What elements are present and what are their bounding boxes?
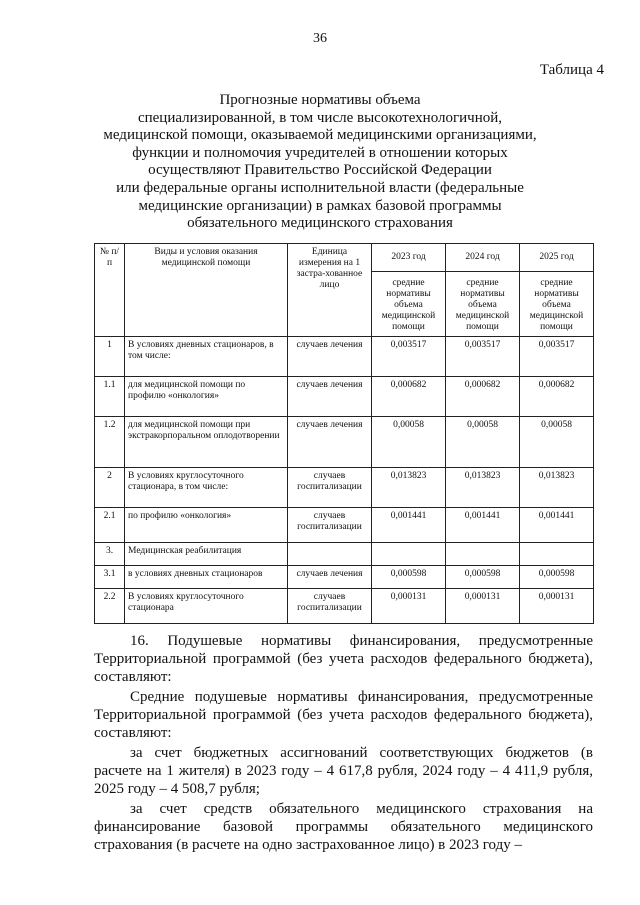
row-type: В условиях дневных стационаров, в том числе: <box>125 337 288 377</box>
row-2023: 0,000131 <box>372 589 446 624</box>
title-line: специализированной, в том числе высокотехнологичной, <box>137 109 503 126</box>
row-type: В условиях круглосуточного стационара, в том числе: <box>125 468 288 508</box>
row-2023: 0,013823 <box>372 468 446 508</box>
subheader-2025: средние нормативы объема медицинской помощи <box>520 272 594 337</box>
row-2024: 0,00058 <box>446 417 520 468</box>
title-line: обязательного медицинского страхования <box>187 215 453 232</box>
row-num: 1.1 <box>95 377 125 417</box>
row-2023: 0,003517 <box>372 337 446 377</box>
row-2024: 0,000131 <box>446 589 520 624</box>
row-unit: случаев лечения <box>288 337 372 377</box>
title-line: или федеральные органы исполнительной власти (федеральные <box>116 179 524 196</box>
row-num: 1 <box>95 337 125 377</box>
header-unit: Единица измерения на 1 застра-хованное лицо <box>288 244 372 337</box>
row-num: 3.1 <box>95 566 125 589</box>
table-row <box>95 468 594 508</box>
body-text <box>94 632 593 854</box>
subheader-2023: средние нормативы объема медицинской помощи <box>372 272 446 337</box>
page-number: 36 <box>313 31 327 46</box>
row-2024: 0,013823 <box>446 468 520 508</box>
row-num: 2 <box>95 468 125 508</box>
row-type: Медицинская реабилитация <box>125 543 288 566</box>
table-header-row <box>95 244 594 272</box>
row-type: в условиях дневных стационаров <box>125 566 288 589</box>
row-2025: 0,000131 <box>520 589 594 624</box>
table-row <box>95 417 594 468</box>
row-2024: 0,000598 <box>446 566 520 589</box>
row-2023: 0,000598 <box>372 566 446 589</box>
row-unit <box>288 543 372 566</box>
row-2025: 0,001441 <box>520 508 594 543</box>
header-type: Виды и условия оказания медицинской помощи <box>125 244 288 337</box>
subheader-2024: средние нормативы объема медицинской помощи <box>446 272 520 337</box>
paragraph-oms: за счет средств обязательного медицинского страхования на финансирование базовой программы обязательного медицинского страхования (в расчете на одно застрахованное лицо) в 2023 году – <box>94 801 593 853</box>
row-type: по профилю «онкология» <box>125 508 288 543</box>
row-2023 <box>372 543 446 566</box>
row-unit: случаев госпитализации <box>288 589 372 624</box>
row-2024 <box>446 543 520 566</box>
row-2025: 0,00058 <box>520 417 594 468</box>
header-2023: 2023 год <box>372 244 446 272</box>
header-2024: 2024 год <box>446 244 520 272</box>
row-2025: 0,013823 <box>520 468 594 508</box>
row-2023: 0,00058 <box>372 417 446 468</box>
paragraph-16: 16. Подушевые нормативы финансирования, предусмотренные Территориальной программой (без учета расходов федерального бюджета), составляют: <box>94 633 593 685</box>
table-row <box>95 566 594 589</box>
row-2025: 0,003517 <box>520 337 594 377</box>
table-row <box>95 377 594 417</box>
row-num: 2.2 <box>95 589 125 624</box>
title-line: осуществляют Правительство Российской Федерации <box>148 162 492 179</box>
row-2025: 0,000682 <box>520 377 594 417</box>
norms-table <box>94 243 594 624</box>
table-title <box>80 92 560 233</box>
row-2023: 0,000682 <box>372 377 446 417</box>
row-type: В условиях круглосуточного стационара <box>125 589 288 624</box>
row-num: 1.2 <box>95 417 125 468</box>
header-2025: 2025 год <box>520 244 594 272</box>
title-line: медицинской помощи, оказываемой медицинскими организациями, <box>103 127 537 144</box>
paragraph-average-norms: Средние подушевые нормативы финансирования, предусмотренные Территориальной программой (без учета расходов федерального бюджета), составляют: <box>94 689 593 741</box>
row-unit: случаев госпитализации <box>288 468 372 508</box>
table-row <box>95 543 594 566</box>
paragraph-budget: за счет бюджетных ассигнований соответствующих бюджетов (в расчете на 1 жителя) в 2023 году – 4 617,8 рубля, 2024 году – 4 411,9 рубля, 2025 году – 4 508,7 рубля; <box>94 745 593 797</box>
header-num: № п/п <box>95 244 125 337</box>
row-type: для медицинской помощи при экстракорпоральном оплодотворении <box>125 417 288 468</box>
title-line: медицинские организации) в рамках базовой программы <box>138 197 502 214</box>
title-line: функции и полномочия учредителей в отношении которых <box>132 144 508 161</box>
row-2024: 0,001441 <box>446 508 520 543</box>
row-unit: случаев лечения <box>288 377 372 417</box>
row-unit: случаев лечения <box>288 566 372 589</box>
table-row <box>95 589 594 624</box>
row-2024: 0,000682 <box>446 377 520 417</box>
row-num: 3. <box>95 543 125 566</box>
row-type: для медицинской помощи по профилю «онкология» <box>125 377 288 417</box>
title-line: Прогнозные нормативы объема <box>219 92 421 108</box>
row-2025 <box>520 543 594 566</box>
table-row <box>95 508 594 543</box>
row-2024: 0,003517 <box>446 337 520 377</box>
row-unit: случаев госпитализации <box>288 508 372 543</box>
row-2023: 0,001441 <box>372 508 446 543</box>
table-row <box>95 337 594 377</box>
row-2025: 0,000598 <box>520 566 594 589</box>
row-unit: случаев лечения <box>288 417 372 468</box>
table-label: Таблица 4 <box>539 62 604 78</box>
row-num: 2.1 <box>95 508 125 543</box>
